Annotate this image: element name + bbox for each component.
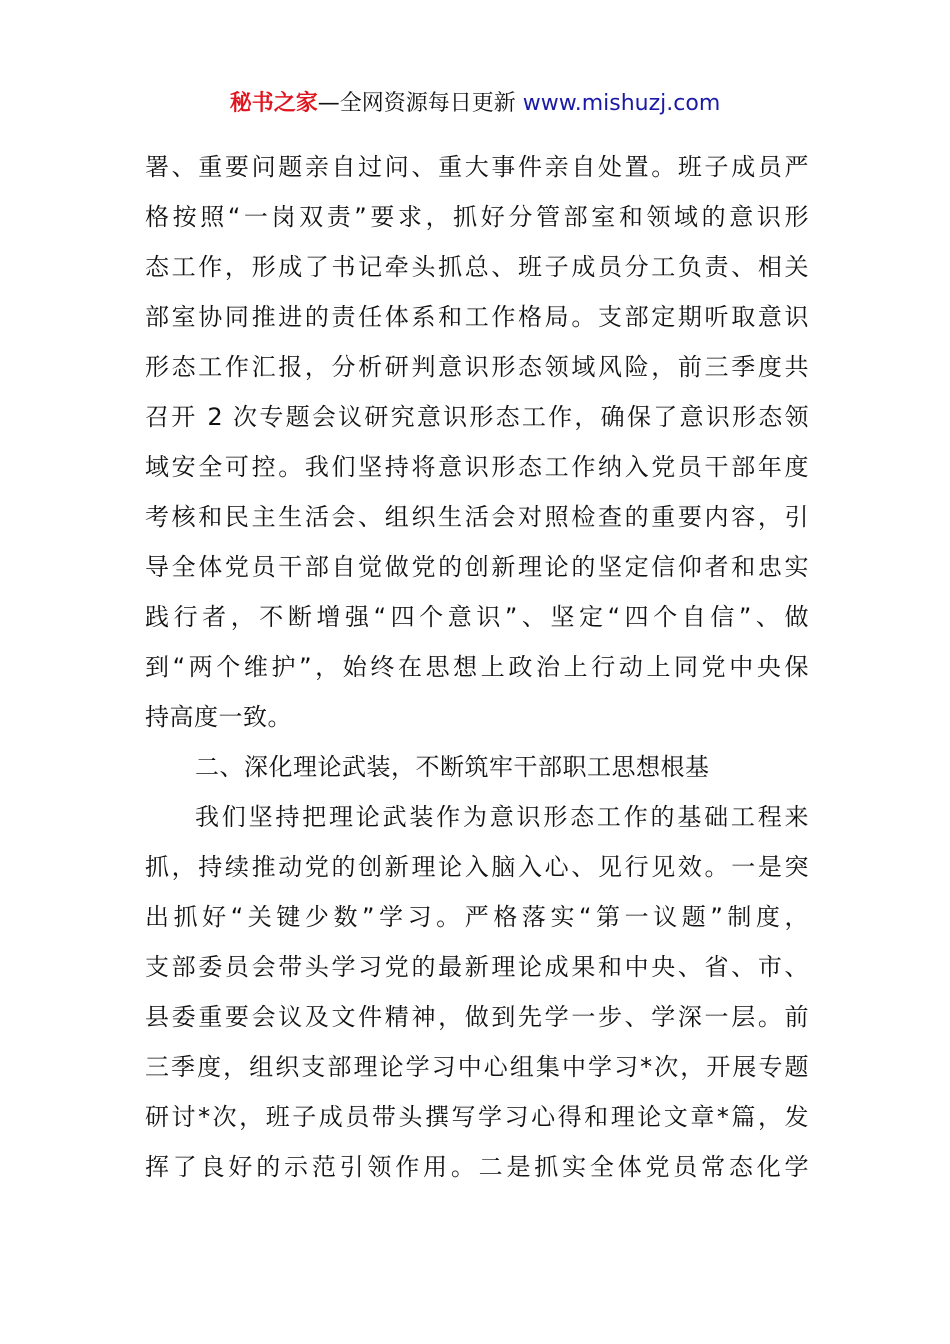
body-line: 考核和民主生活会、组织生活会对照检查的重要内容，引 [145, 503, 809, 531]
body-line: 践行者，不断增强“四个意识”、坚定“四个自信”、做 [145, 603, 809, 631]
body-line: 支部委员会带头学习党的最新理论成果和中央、省、市、 [145, 953, 809, 981]
document-body [145, 142, 809, 1192]
body-line: 格按照“一岗双责”要求，抓好分管部室和领域的意识形 [145, 203, 809, 231]
body-line: 形态工作汇报，分析研判意识形态领域风险，前三季度共 [145, 353, 809, 381]
body-line: 署、重要问题亲自过问、重大事件亲自处置。班子成员严 [145, 153, 809, 181]
body-line: 挥了良好的示范引领作用。二是抓实全体党员常态化学 [145, 1153, 809, 1181]
header-brand: 秘书之家 [229, 91, 318, 116]
body-line: 抓，持续推动党的创新理论入脑入心、见行见效。一是突 [145, 853, 809, 881]
body-line: 持高度一致。 [145, 703, 292, 731]
body-line: 研讨*次，班子成员带头撰写学习心得和理论文章*篇，发 [145, 1103, 809, 1131]
body-line: 召开 2 次专题会议研究意识形态工作，确保了意识形态领 [145, 403, 809, 431]
body-line: 县委重要会议及文件精神，做到先学一步、学深一层。前 [145, 1003, 809, 1031]
body-line: 部室协同推进的责任体系和工作格局。支部定期听取意识 [145, 303, 809, 331]
body-line: 我们坚持把理论武装作为意识形态工作的基础工程来 [195, 803, 809, 831]
header-tagline: —全网资源每日更新 [317, 91, 516, 116]
body-line: 域安全可控。我们坚持将意识形态工作纳入党员干部年度 [145, 453, 809, 481]
header-url-link[interactable]: www.mishuzj.com [522, 91, 721, 116]
body-line: 态工作，形成了书记牵头抓总、班子成员分工负责、相关 [145, 253, 809, 281]
page-header [0, 88, 950, 120]
section-heading: 二、深化理论武装，不断筑牢干部职工思想根基 [195, 753, 710, 781]
body-line: 导全体党员干部自觉做党的创新理论的坚定信仰者和忠实 [145, 553, 809, 581]
body-line: 出抓好“关键少数”学习。严格落实“第一议题”制度， [145, 903, 809, 931]
body-line: 到“两个维护”，始终在思想上政治上行动上同党中央保 [145, 653, 809, 681]
body-line: 三季度，组织支部理论学习中心组集中学习*次，开展专题 [145, 1053, 809, 1081]
